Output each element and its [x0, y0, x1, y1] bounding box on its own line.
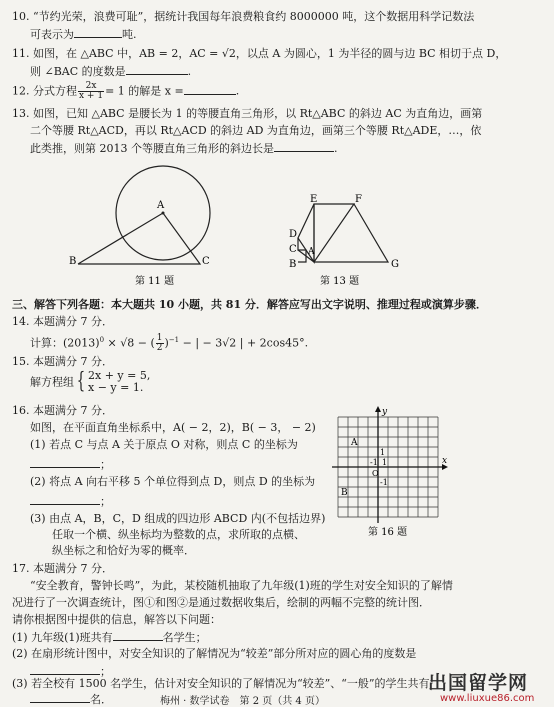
q17-line1: “安全教育，警钟长鸣”，为此，某校随机抽取了九年级(1)班的学生对安全知识的了解情	[30, 579, 453, 592]
q13-line1: 13. 如图，已知 △ABC 是腰长为 1 的等腰直角三角形，以 Rt△ABC 的斜边 AC 为直角边，画第	[12, 107, 483, 120]
watermark-url: www.liuxue86.com	[440, 693, 535, 704]
q10-line2: 可表示为 吨.	[30, 28, 137, 41]
q17-part1: (1) 九年级(1)班共有 名学生；	[12, 631, 207, 644]
fig13-label-d: D	[289, 229, 298, 240]
point-a-label: A	[351, 438, 358, 448]
q16-part3c: 纵坐标之和恰好为零的概率．	[52, 544, 195, 557]
q12-answer-blank	[184, 84, 236, 95]
q16-part2-blank	[30, 494, 100, 505]
q17-part1-blank	[113, 630, 163, 641]
q13-line2: 二个等腰 Rt△ACD，再以 Rt△ACD 的斜边 AD 为直角边，画第三个等腰 Rt△ADE，…，依	[30, 124, 482, 137]
q11-line2: 则 ∠BAC 的度数是 .	[30, 65, 192, 78]
y-axis-label: y	[382, 407, 388, 417]
center-point-a	[162, 212, 165, 215]
neg-one-x-label: -1	[370, 458, 378, 467]
q17-part2-blank-line: ；	[30, 664, 111, 678]
q17-part2-blank	[30, 664, 100, 675]
x-axis-label: x	[442, 456, 448, 466]
fig13-caption: 第 13 题	[320, 276, 360, 287]
one-x-label: 1	[382, 458, 388, 467]
page-footer: 梅州 · 数学试卷 第 2 页（共 4 页）	[160, 696, 325, 707]
point-b-label: B	[341, 488, 348, 498]
neg-one-y-label: -1	[380, 478, 388, 487]
q17-line3: 请你根据图中提供的信息，解答以下问题：	[12, 613, 221, 626]
q16-line1: 如图，在平面直角坐标系中，A( − 2，2)，B( − 3， − 2)	[30, 421, 316, 434]
q12-line: 12. 分式方程 $\frac{2x}{x + 1}$ = 1 的解是 x = .	[12, 81, 240, 101]
q16-part2: (2) 将点 A 向右平移 5 个单位得到点 D，则点 D 的坐标为	[30, 475, 316, 488]
q13-answer-blank	[274, 141, 334, 152]
q14-fraction: $\frac{1}{2}$	[156, 333, 163, 354]
origin-label: O	[372, 469, 379, 478]
q16-head: 16. 本题满分 7 分．	[12, 404, 113, 417]
q16-part3b: 任取一个横、纵坐标均为整数的点，求所取的点横、	[52, 528, 305, 541]
fig16-caption: 第 16 题	[368, 527, 408, 538]
q17-part3-blank-line: 名．	[30, 692, 112, 706]
q14-head: 14. 本题满分 7 分．	[12, 315, 113, 328]
figure-11	[60, 160, 240, 290]
fig13-label-b: B	[289, 259, 297, 270]
fig11-caption: 第 11 题	[135, 276, 175, 287]
q11-line1: 11. 如图，在 △ABC 中，AB = 2，AC = √2，以点 A 为圆心，1 为半径的圆与边 BC 相切于点 D，	[12, 47, 507, 60]
figure-16	[330, 405, 452, 540]
q14-expression: 计算：$(2013)^0 \times √8$ − ( $\frac{1}{2}$ )$^{-1}$ − | − 3√2 | + 2cos45°.	[30, 333, 309, 354]
large-triangle	[314, 204, 388, 262]
q15-system: 解方程组 { 2x + y = 5, x − y = 1.	[30, 369, 151, 394]
q17-head: 17. 本题满分 7 分．	[12, 562, 113, 575]
q11-answer-blank	[126, 64, 188, 75]
q17-part3-blank	[30, 692, 90, 703]
q16-part1-blank-line: ；	[30, 457, 111, 471]
q17-line2: 况进行了一次调查统计，图①和图②是通过数据收集后，绘制的两幅不完整的统计图．	[12, 596, 430, 609]
figure-13	[278, 192, 418, 288]
q16-part1-blank	[30, 457, 100, 468]
q17-part2: (2) 在扇形统计图中，对安全知识的了解情况为“较差”部分所对应的圆心角的度数是	[12, 647, 417, 660]
q16-part2-blank-line: ；	[30, 494, 111, 508]
fig13-label-e: E	[310, 194, 318, 205]
watermark-title: 出国留学网	[428, 672, 529, 694]
q12-fraction: $\frac{2x}{x + 1}$	[79, 81, 104, 101]
fig11-label-a: A	[157, 200, 165, 211]
fig13-label-f: F	[355, 194, 362, 205]
q16-part3a: (3) 由点 A，B，C，D 组成的四边形 ABCD 内(不包括边界)	[30, 512, 326, 525]
fig13-label-c: C	[289, 244, 297, 255]
fig11-label-c: C	[202, 256, 210, 267]
q10-answer-blank	[74, 27, 122, 38]
q15-head: 15. 本题满分 7 分．	[12, 355, 113, 368]
y-axis-arrow	[375, 406, 381, 412]
q13-line3: 此类推，则第 2013 个等腰直角三角形的斜边长是 .	[30, 142, 338, 155]
q17-part3: (3) 若全校有 1500 名学生，估计对安全知识的了解情况为“较差”、“一般”的学生共有	[12, 677, 430, 690]
q16-part1: (1) 若点 C 与点 A 关于原点 O 对称，则点 C 的坐标为	[30, 438, 298, 451]
small-triangles	[298, 238, 306, 262]
fig13-label-g: G	[391, 259, 399, 270]
q10-line1: 10. “节约光荣，浪费可耻”，据统计我国每年浪费粮食约 8000000 吨，这个数据用科学记数法	[12, 10, 475, 23]
section-3-title: 三、解答下列各题：本大题共 10 小题，共 81 分．解答应写出文字说明、推理过程或演算步骤．	[12, 298, 487, 311]
fig11-label-b: B	[69, 256, 77, 267]
one-y-label: 1	[380, 448, 386, 457]
fig13-label-a: A	[308, 247, 315, 257]
